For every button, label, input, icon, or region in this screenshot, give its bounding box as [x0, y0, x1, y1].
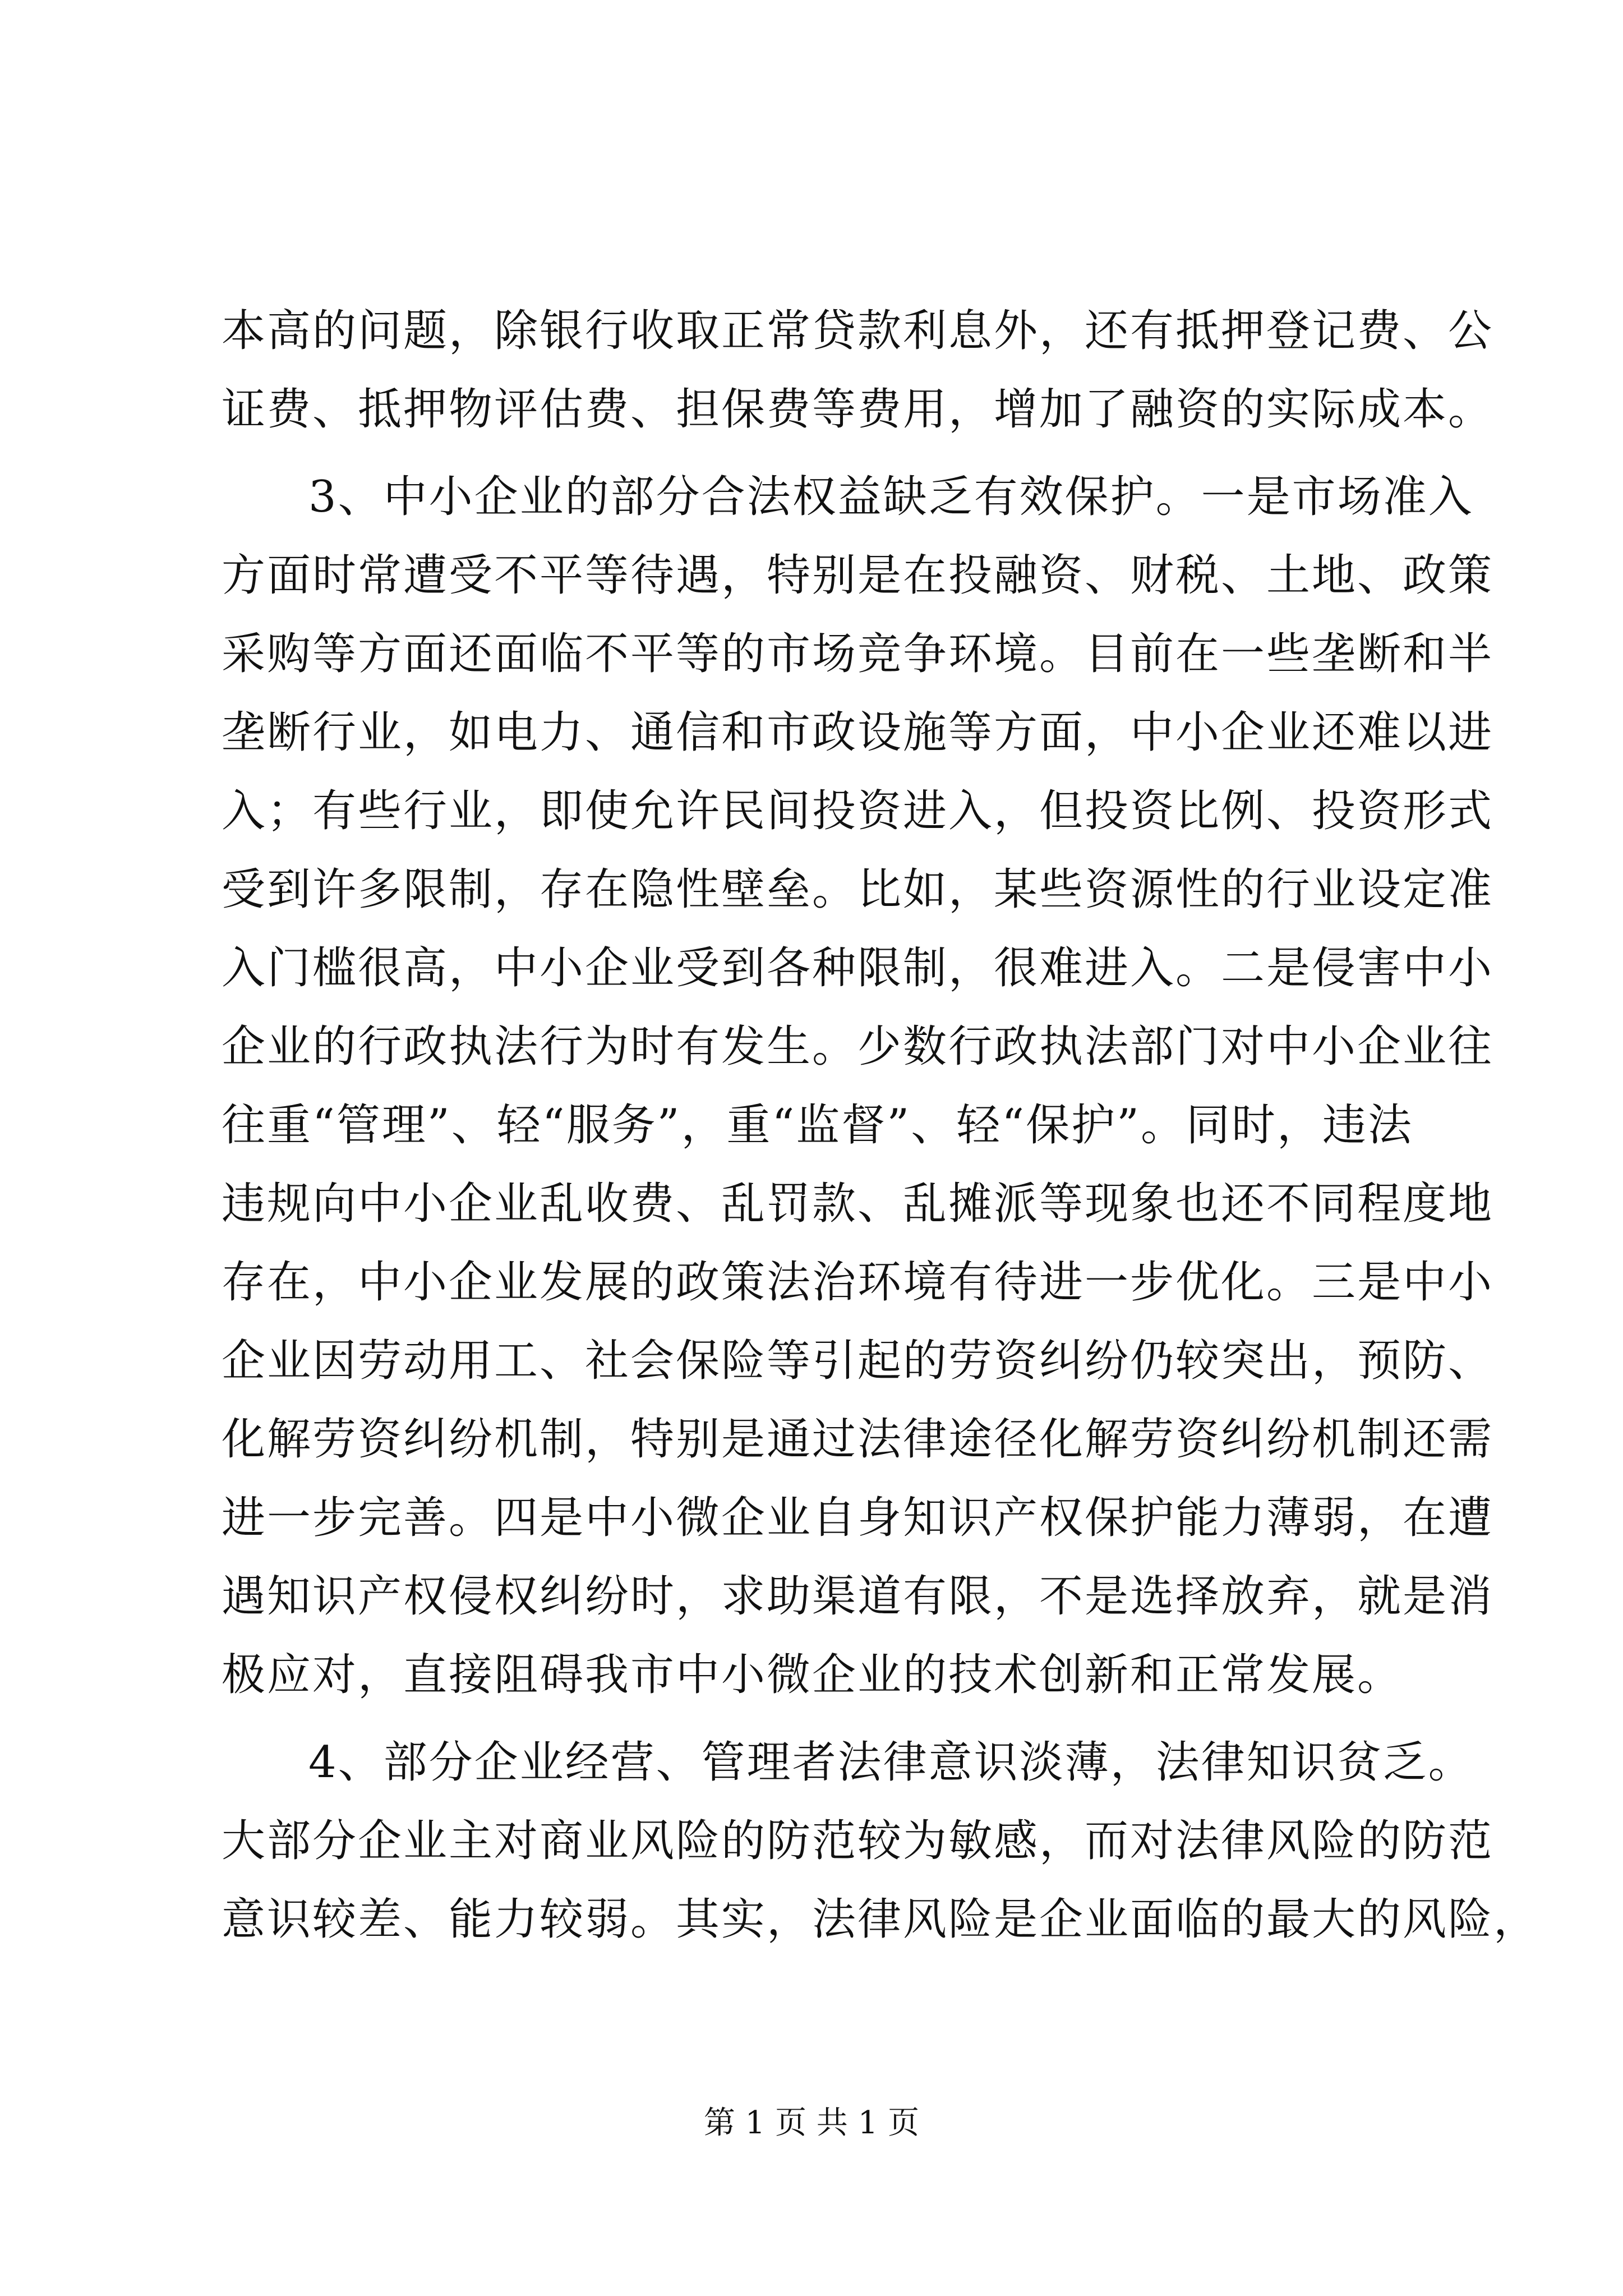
text-line: 企业的行政执法行为时有发生。少数行政执法部门对中小企业往: [222, 1022, 1494, 1072]
text-line: 进一步完善。四是中小微企业自身知识产权保护能力薄弱，在遭: [222, 1493, 1494, 1543]
text-line: 企业因劳动用工、社会保险等引起的劳资纠纷仍较突出，预防、: [222, 1336, 1494, 1386]
text-line: 入；有些行业，即使允许民间投资进入，但投资比例、投资形式: [222, 786, 1494, 836]
text-line: 违规向中小企业乱收费、乱罚款、乱摊派等现象也还不同程度地: [222, 1179, 1494, 1229]
text-line: 大部分企业主对商业风险的防范较为敏感，而对法律风险的防范: [222, 1816, 1494, 1866]
text-line: 化解劳资纠纷机制，特别是通过法律途径化解劳资纠纷机制还需: [222, 1414, 1494, 1465]
text-line: 往重“管理”、轻“服务”，重“监督”、轻“保护”。同时，违法: [222, 1100, 1414, 1151]
text-line: 遇知识产权侵权纠纷时，求助渠道有限，不是选择放弃，就是消: [222, 1571, 1494, 1622]
text-line: 3、中小企业的部分合法权益缺乏有效保护。一是市场准入: [308, 472, 1474, 522]
paragraph-p1: [222, 292, 1494, 449]
text-line: 方面时常遭受不平等待遇，特别是在投融资、财税、土地、政策: [222, 550, 1494, 601]
paragraph-p2: [222, 458, 1494, 1714]
text-line: 4、部分企业经营、管理者法律意识淡薄，法律知识贫乏。: [308, 1737, 1474, 1788]
paragraph-p3: [222, 1723, 1539, 1959]
text-line: 本高的问题，除银行收取正常贷款利息外，还有抵押登记费、公: [222, 306, 1494, 356]
text-line: 极应对，直接阻碍我市中小微企业的技术创新和正常发展。: [222, 1650, 1403, 1700]
document-body: [222, 292, 1539, 1959]
text-line: 受到许多限制，存在隐性壁垒。比如，某些资源性的行业设定准: [222, 864, 1494, 915]
text-line: 存在，中小企业发展的政策法治环境有待进一步优化。三是中小: [222, 1257, 1494, 1308]
text-line: 采购等方面还面临不平等的市场竞争环境。目前在一些垄断和半: [222, 629, 1494, 679]
text-line: 证费、抵押物评估费、担保费等费用，增加了融资的实际成本。: [222, 384, 1494, 435]
text-line: 入门槛很高，中小企业受到各种限制，很难进入。二是侵害中小: [222, 943, 1494, 993]
text-line: 意识较差、能力较弱。其实，法律风险是企业面临的最大的风险，: [222, 1894, 1539, 1945]
text-line: 垄断行业，如电力、通信和市政设施等方面，中小企业还难以进: [222, 707, 1494, 758]
page-footer: 第 1 页 共 1 页: [703, 2105, 920, 2141]
